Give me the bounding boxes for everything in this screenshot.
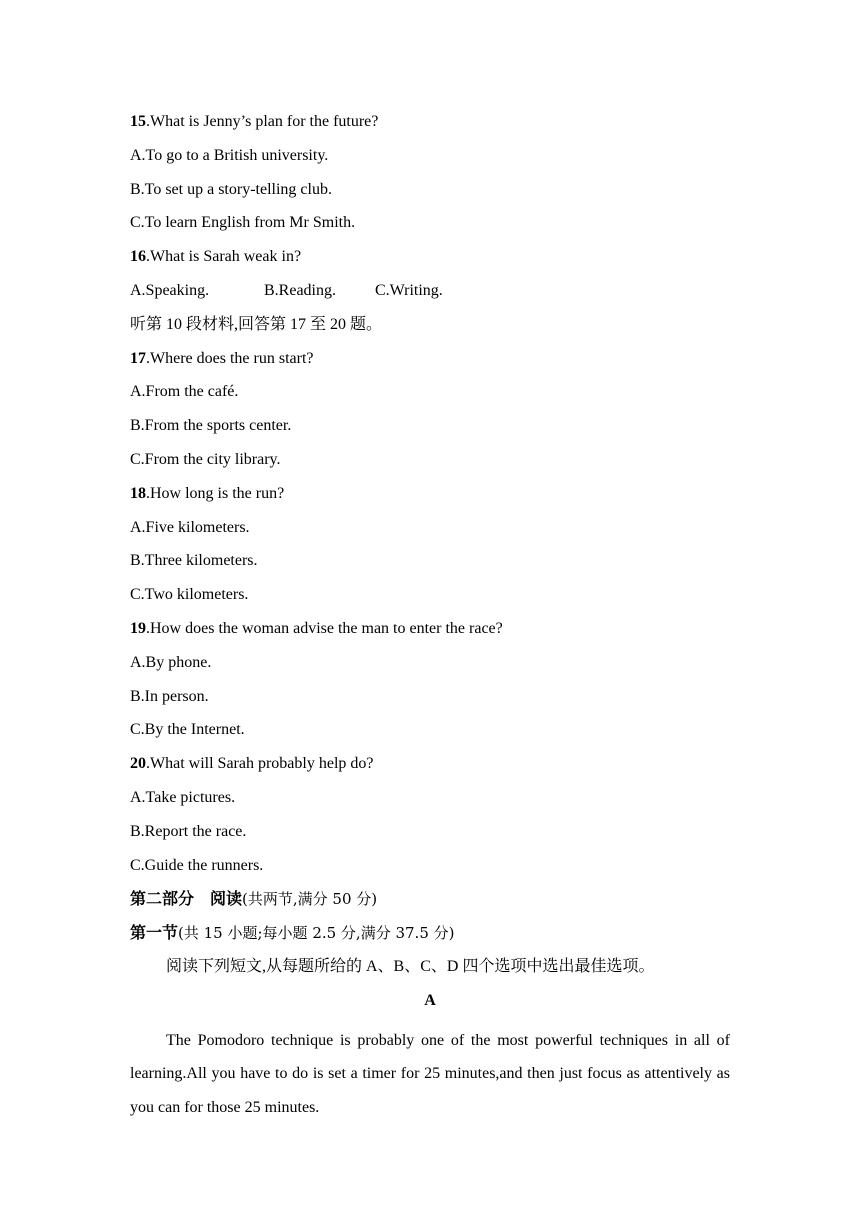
question-20 [130,751,730,785]
question-text: .What will Sarah probably help do? [146,755,374,773]
option-a: A.Speaking. [130,281,210,299]
part-two-heading [130,886,730,920]
option-a: A.By phone. [130,653,212,671]
part-two-title: 第二部分 阅读 [130,891,243,909]
option-c: C.Guide the runners. [130,856,264,874]
option-a: A.From the café. [130,383,239,401]
option-b: B.To set up a story-telling club. [130,180,332,198]
option-a: A.Five kilometers. [130,518,250,536]
section-one-title: 第一节 [130,925,179,943]
section-one-heading [130,920,730,954]
option-c: C.To learn English from Mr Smith. [130,214,356,232]
option-b: B.Reading. [264,281,336,299]
question-number: 19 [130,619,146,637]
passage-paragraph: The Pomodoro technique is probably one of the most powerful techniques in all of learning.All you have to do is set a timer for 25 minutes,and then just focus as attentively as you can for those 25 minutes. [130,1031,730,1117]
options-row [130,278,730,312]
question-number: 16 [130,248,146,266]
reading-instruction: 阅读下列短文,从每题所给的 A、B、C、D 四个选项中选出最佳选项。 [166,957,655,975]
part-two-note: (共两节,满分 50 分) [242,890,378,909]
question-17 [130,346,730,380]
question-16 [130,244,730,278]
option-c: C.From the city library. [130,450,281,468]
question-18 [130,481,730,515]
question-text: .Where does the run start? [146,349,314,367]
passage-label: A [424,991,436,1009]
question-text: .What is Sarah weak in? [146,248,302,266]
option-b: B.In person. [130,687,209,705]
option-c: C.Two kilometers. [130,586,249,604]
section-one-note: (共 15 小题;每小题 2.5 分,满分 37.5 分) [178,924,455,943]
question-text: .How does the woman advise the man to enter the race? [146,619,503,637]
option-b: B.From the sports center. [130,417,292,435]
option-a: A.Take pictures. [130,788,236,806]
question-number: 20 [130,755,146,773]
question-text: .How long is the run? [146,484,285,502]
document-page [130,109,730,1125]
question-number: 15 [130,113,146,130]
option-b: B.Three kilometers. [130,552,258,570]
question-19 [130,616,730,650]
question-number: 17 [130,349,146,367]
option-a: A.To go to a British university. [130,146,329,164]
option-b: B.Report the race. [130,822,247,840]
listening-instruction: 听第 10 段材料,回答第 17 至 20 题。 [130,315,383,333]
question-text: .What is Jenny’s plan for the future? [146,113,379,130]
question-number: 18 [130,484,146,502]
question-15 [130,109,730,143]
option-c: C.By the Internet. [130,721,245,739]
option-c: C.Writing. [375,281,443,299]
